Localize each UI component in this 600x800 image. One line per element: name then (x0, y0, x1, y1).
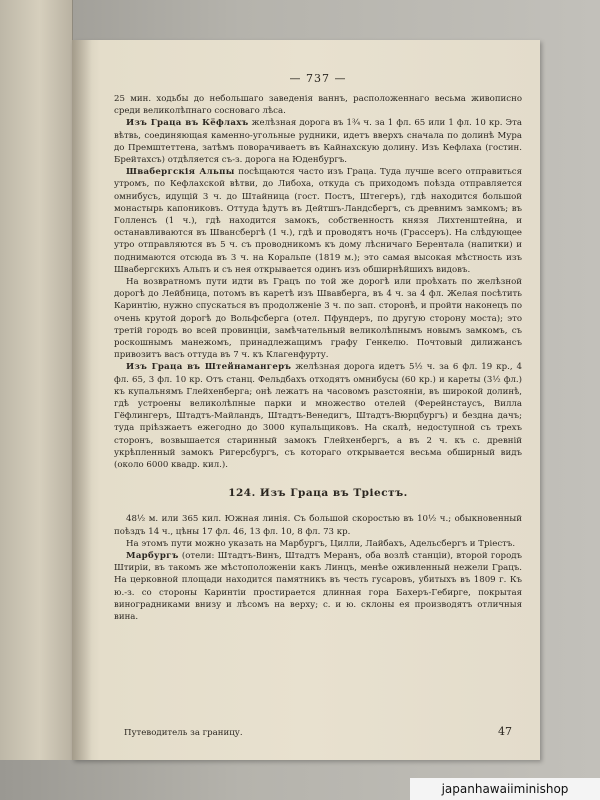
section-heading: 124. Изъ Граца въ Тріестъ. (228, 487, 408, 500)
paragraph-3-text: посѣщаются часто изъ Граца. Туда лучше всего отправиться утромъ, по Кефлахской вѣтви, до Либоха, откуда съ приходомъ поѣзда отправляется омнибусъ, идущій 3 ч. до Штайница (гост. Постъ, Штегеръ), гдѣ находится большой монастырь капониковъ. Оттуда ѣдутъ въ Дейтшъ-Ландсбергъ, съ древнимъ замкомъ; въ Голленсъ (1 ч.), гдѣ находится замокъ, собственность князя Лихтенштейна, и останавливаются въ Швансбергѣ (1 ч.), гдѣ и проводятъ ночь (Грассеръ). На слѣдующее утро отправляются въ 5 ч. съ проводникомъ къ дому лѣсничаго Берентала (напитки) и поднимаются отсюда въ 3 ч. на Коральпе (1819 м.); это самая высокая мѣстность изъ Швабергскихъ Альпъ и съ нея открывается одинъ изъ обширнѣйшихъ видовъ. (114, 167, 523, 275)
page-number: — 737 — (289, 72, 347, 85)
paragraph-6: 48½ м. или 365 кил. Южная линія. Съ большой скоростью въ 10½ ч.; обыкновенный поѣздъ 14 ч., цѣны 17 фл. 46, 13 фл. 10, 8 фл. 73 кр. (114, 514, 522, 537)
watermark: japanhawaiiminishop (410, 778, 600, 800)
paragraph-5-text: желѣзная дорога идетъ 5½ ч. за 6 фл. 19 кр., 4 фл. 65, 3 фл. 10 кр. Отъ станц. Фельдбахъ отходятъ омнибусы (60 кр.) и кареты (3½ фл.) къ купальнямъ Глейхенберга; онѣ лежатъ на часовомъ разстояніи, въ широкой долинѣ, гдѣ устроены великолѣпные парки и множество отелей (Ферейнстаусъ, Вилла Гёфлингеръ, Штадтъ-Майландъ, Штадтъ-Венедигъ, Штадтъ-Вюрцбургъ) и бездна дачъ; туда пріѣзжаетъ ежегодно до 3000 купальщиковъ. На скалѣ, недоступной съ трехъ сторонъ, возвышается старинный замокъ Глейхенбергъ, а въ 2 ч. къ с. древній укрѣпленный замокъ Ригерсбургъ, съ котораго открывается весьма обширный видъ (около 6000 квадр. кил.). (114, 362, 523, 471)
paragraph-8-text: (отели: Штадтъ-Винъ, Штадтъ Меранъ, оба возлѣ станціи), второй городъ Штиріи, въ такомъ же мѣстоположеніи какъ Линцъ, менѣе оживленный нежели Грацъ. На церковной площади находится памятникъ въ честь гусаровъ, убитыхъ въ 1809 г. Къ ю.-з. со стороны Каринтіи простирается длинная гора Бахеръ-Гебирге, покрытая виноградниками внизу и лѣсомъ на верху; с. и ю. склоны ея производятъ отличныя вина. (114, 550, 522, 622)
paragraph-2-text: желѣзная дорога въ 1¾ ч. за 1 фл. 65 или 1 фл. 10 кр. Эта вѣтвь, соединяющая каменно-угольные рудники, идетъ вверхъ сначала по долинѣ Мура до Премштеттена, затѣмъ поворачиваетъ въ Кайнахскую долину. Изъ Кефлаха (гостин. Брейтахсъ) отдѣляется съ-з. дорога на Юденбургъ. (114, 118, 522, 166)
book-page (72, 40, 540, 760)
left-page-edge (0, 0, 73, 760)
page-content (114, 72, 522, 623)
paragraph-5 (114, 361, 522, 471)
paragraph-7: На этомъ пути можно указать на Марбургъ, Цилли, Лайбахъ, Адельсбергъ и Тріестъ. (126, 538, 516, 549)
paragraph-3 (114, 166, 522, 276)
paragraph-3-lead: Швабергскія Альпы (126, 167, 235, 178)
paragraph-4: На возвратномъ пути идти въ Грацъ по той же дорогѣ или проѣхать по желѣзной дорогѣ до Лейбница, потомъ въ каретѣ изъ Швавберга, въ 4 ч. за 4 фл. Желая посѣтить Каринтію, нужно спускаться въ продолженіе 3 ч. по зап. сторонѣ, и пройти наконецъ по очень крутой дорогѣ до Вольфсберга (отел. Пфундеръ, по другую сторону моста); это третій городъ во всей провинціи, замѣчательный великолѣпнымъ новымъ замкомъ, съ роскошнымъ манежомъ, принадлежащимъ графу Генкелю. Почтовый дилижансъ привозитъ васъ оттуда въ 7 ч. къ Клагенфурту. (114, 277, 522, 361)
paragraph-2-lead: Изъ Граца въ Кёфлахъ (126, 118, 249, 129)
paragraph-8-lead: Марбургъ (126, 550, 179, 561)
page-gutter-shadow (72, 40, 92, 760)
footer-title: Путеводитель за границу. (124, 728, 243, 738)
paragraph-2 (114, 117, 522, 166)
paragraph-1: 25 мин. ходьбы до небольшаго заведенія ваннъ, расположеннаго весьма живописно среди великолѣпнаго сосноваго лѣса. (114, 94, 522, 117)
paragraph-8 (114, 550, 522, 623)
paragraph-5-lead: Изъ Граца въ Штейнамангеръ (126, 362, 292, 373)
footer-signature-number: 47 (498, 725, 512, 738)
